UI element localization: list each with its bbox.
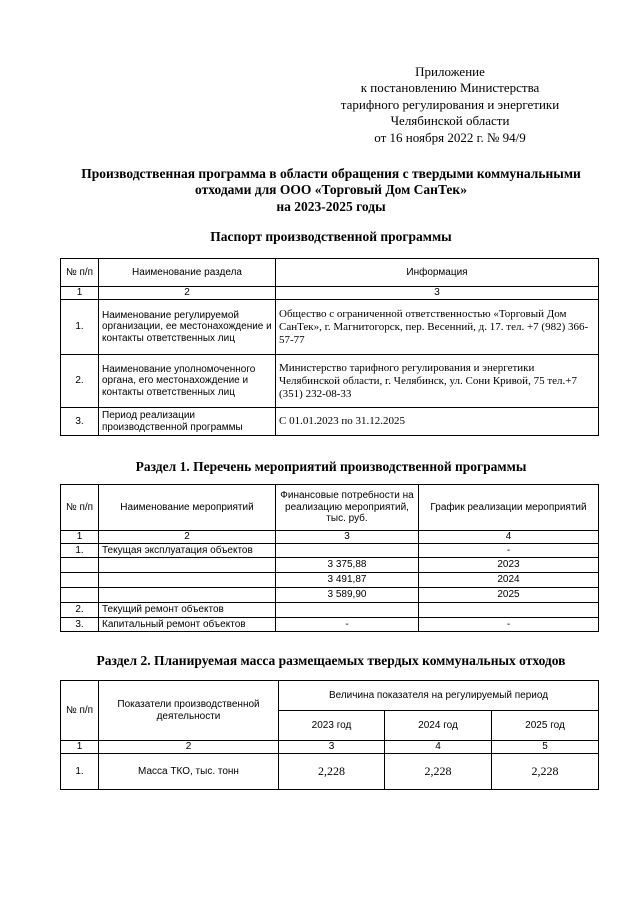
section1-row-3-finance: 3 491,87 — [276, 573, 419, 588]
table-row — [61, 588, 599, 603]
table-row — [61, 544, 599, 558]
annex-header — [300, 64, 600, 146]
section1-row-5-name: Текущий ремонт объектов — [99, 603, 276, 618]
section1-header-row — [61, 485, 599, 531]
annex-line-4: Челябинской области — [390, 113, 510, 129]
section1-header-finance: Финансовые потребности на реализацию мероприятий, тыс. руб. — [276, 485, 419, 531]
passport-index-1: 1 — [61, 287, 99, 300]
section2-index-row — [61, 741, 599, 754]
section2-index-4: 4 — [385, 741, 492, 754]
section1-row-4-finance: 3 589,90 — [276, 588, 419, 603]
annex-line-3: тарифного регулирования и энергетики — [340, 96, 560, 112]
section1-row-2-finance: 3 375,88 — [276, 558, 419, 573]
section1-row-6-finance: - — [276, 618, 419, 632]
section1-index-4: 4 — [419, 531, 599, 544]
section2-header-indicator: Показатели производственной деятельности — [99, 681, 279, 741]
section2-row-1-num: 1. — [61, 754, 99, 790]
section1-row-6-num: 3. — [61, 618, 99, 632]
section1-header-schedule: График реализации мероприятий — [419, 485, 599, 531]
passport-header-info: Информация — [276, 259, 599, 287]
section1-index-1: 1 — [61, 531, 99, 544]
section1-heading — [40, 459, 622, 475]
section1-table — [60, 484, 599, 632]
passport-row-3-info: С 01.01.2023 по 31.12.2025 — [276, 408, 599, 436]
section1-row-1-schedule: - — [419, 544, 599, 558]
section1-row-5-schedule — [419, 603, 599, 618]
section1-heading-text: Раздел 1. Перечень мероприятий производственной программы — [135, 459, 527, 474]
section1-row-4-num — [61, 588, 99, 603]
section1-row-1-finance — [276, 544, 419, 558]
section2-header-2025: 2025 год — [492, 711, 599, 741]
section2-table — [60, 680, 599, 790]
section1-row-5-finance — [276, 603, 419, 618]
section2-row-1-2023: 2,228 — [279, 754, 385, 790]
passport-row-1-num: 1. — [61, 300, 99, 355]
program-title-line-3: на 2023-2025 годы — [276, 198, 386, 214]
passport-header-section: Наименование раздела — [99, 259, 276, 287]
passport-header-row — [61, 259, 599, 287]
section1-index-3: 3 — [276, 531, 419, 544]
program-title-line-2: отходами для ООО «Торговый Дом СанТек» — [195, 182, 467, 198]
annex-line-2: к постановлению Министерства — [360, 80, 540, 96]
section2-index-1: 1 — [61, 741, 99, 754]
table-row — [61, 618, 599, 632]
section1-row-3-schedule: 2024 — [419, 573, 599, 588]
table-row — [61, 355, 599, 408]
section2-header-row — [61, 681, 599, 711]
section2-index-2: 2 — [99, 741, 279, 754]
section1-row-5-num: 2. — [61, 603, 99, 618]
section2-heading-text: Раздел 2. Планируемая масса размещаемых твердых коммунальных отходов — [96, 653, 566, 668]
passport-table — [60, 258, 599, 436]
section1-row-1-name: Текущая эксплуатация объектов — [99, 544, 276, 558]
section2-header-2024: 2024 год — [385, 711, 492, 741]
section1-index-row — [61, 531, 599, 544]
section2-header-num: № п/п — [61, 681, 99, 741]
table-row — [61, 300, 599, 355]
section1-row-2-schedule: 2023 — [419, 558, 599, 573]
passport-row-3-section: Период реализации производственной программы — [99, 408, 276, 436]
section1-header-num: № п/п — [61, 485, 99, 531]
passport-row-2-section: Наименование уполномоченного органа, его местонахождение и контакты ответственных лиц — [99, 355, 276, 408]
program-title-line-1: Производственная программа в области обращения с твердыми коммунальными — [81, 166, 581, 181]
section1-row-4-name — [99, 588, 276, 603]
passport-row-2-num: 2. — [61, 355, 99, 408]
section1-row-1-num: 1. — [61, 544, 99, 558]
section2-header-value-group: Величина показателя на регулируемый период — [279, 681, 599, 711]
section1-row-6-name: Капитальный ремонт объектов — [99, 618, 276, 632]
passport-header-num: № п/п — [61, 259, 99, 287]
table-row — [61, 573, 599, 588]
section1-header-name: Наименование мероприятий — [99, 485, 276, 531]
section2-index-5: 5 — [492, 741, 599, 754]
section1-index-2: 2 — [99, 531, 276, 544]
passport-heading — [40, 229, 622, 245]
section1-row-4-schedule: 2025 — [419, 588, 599, 603]
section1-row-2-name — [99, 558, 276, 573]
section2-index-3: 3 — [279, 741, 385, 754]
section2-heading — [40, 653, 622, 669]
passport-row-1-info: Общество с ограниченной ответственностью «Торговый Дом СанТек», г. Магнитогорск, пер. Весенний, д. 17. тел. +7 (982) 366-57-77 — [276, 300, 599, 355]
section2-row-1-2025: 2,228 — [492, 754, 599, 790]
passport-index-3: 3 — [276, 287, 599, 300]
section1-row-3-num — [61, 573, 99, 588]
passport-heading-text: Паспорт производственной программы — [210, 229, 452, 244]
passport-row-1-section: Наименование регулируемой организации, ее местонахождение и контакты ответственных лиц — [99, 300, 276, 355]
section1-row-3-name — [99, 573, 276, 588]
annex-line-5: от 16 ноября 2022 г. № 94/9 — [374, 129, 526, 145]
passport-row-3-num: 3. — [61, 408, 99, 436]
table-row — [61, 603, 599, 618]
passport-row-2-info: Министерство тарифного регулирования и энергетики Челябинской области, г. Челябинск, ул. Сони Кривой, 75 тел.+7 (351) 232-08-33 — [276, 355, 599, 408]
passport-index-row — [61, 287, 599, 300]
section2-row-1-2024: 2,228 — [385, 754, 492, 790]
program-title — [40, 166, 622, 215]
table-row — [61, 558, 599, 573]
table-row — [61, 754, 599, 790]
section2-header-2023: 2023 год — [279, 711, 385, 741]
passport-index-2: 2 — [99, 287, 276, 300]
section1-row-6-schedule: - — [419, 618, 599, 632]
table-row — [61, 408, 599, 436]
annex-line-1: Приложение — [415, 64, 485, 79]
section2-row-1-indicator: Масса ТКО, тыс. тонн — [99, 754, 279, 790]
section1-row-2-num — [61, 558, 99, 573]
